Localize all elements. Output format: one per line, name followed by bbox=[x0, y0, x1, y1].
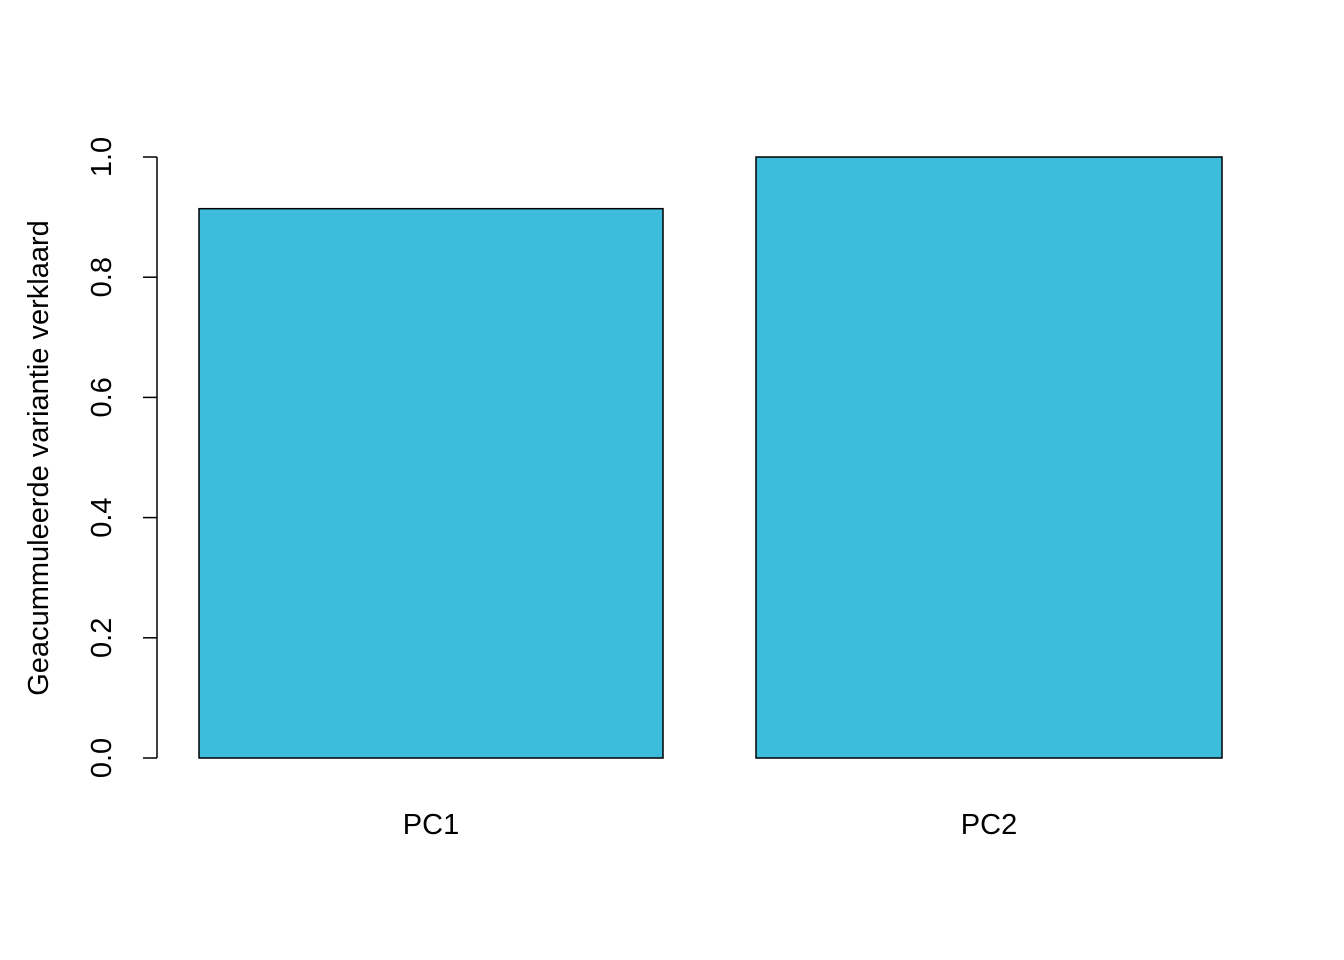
x-category-label: PC1 bbox=[402, 809, 460, 841]
y-tick-label: 0.6 bbox=[86, 377, 118, 418]
x-labels-group bbox=[403, 809, 1017, 841]
y-tick-label: 0.0 bbox=[86, 737, 118, 779]
y-tick-label: 0.8 bbox=[86, 257, 118, 298]
bar-pc1 bbox=[199, 209, 663, 758]
x-category-label: PC2 bbox=[960, 809, 1018, 841]
bars-group bbox=[199, 157, 1222, 758]
y-tick-label: 0.2 bbox=[86, 617, 118, 658]
y-tick-label: 1.0 bbox=[86, 136, 118, 178]
y-axis-title: Geacummuleerde variantie verklaard bbox=[23, 220, 55, 696]
bar-pc2 bbox=[756, 157, 1222, 758]
y-ticks-group bbox=[86, 137, 157, 778]
y-tick-label: 0.4 bbox=[86, 497, 118, 538]
